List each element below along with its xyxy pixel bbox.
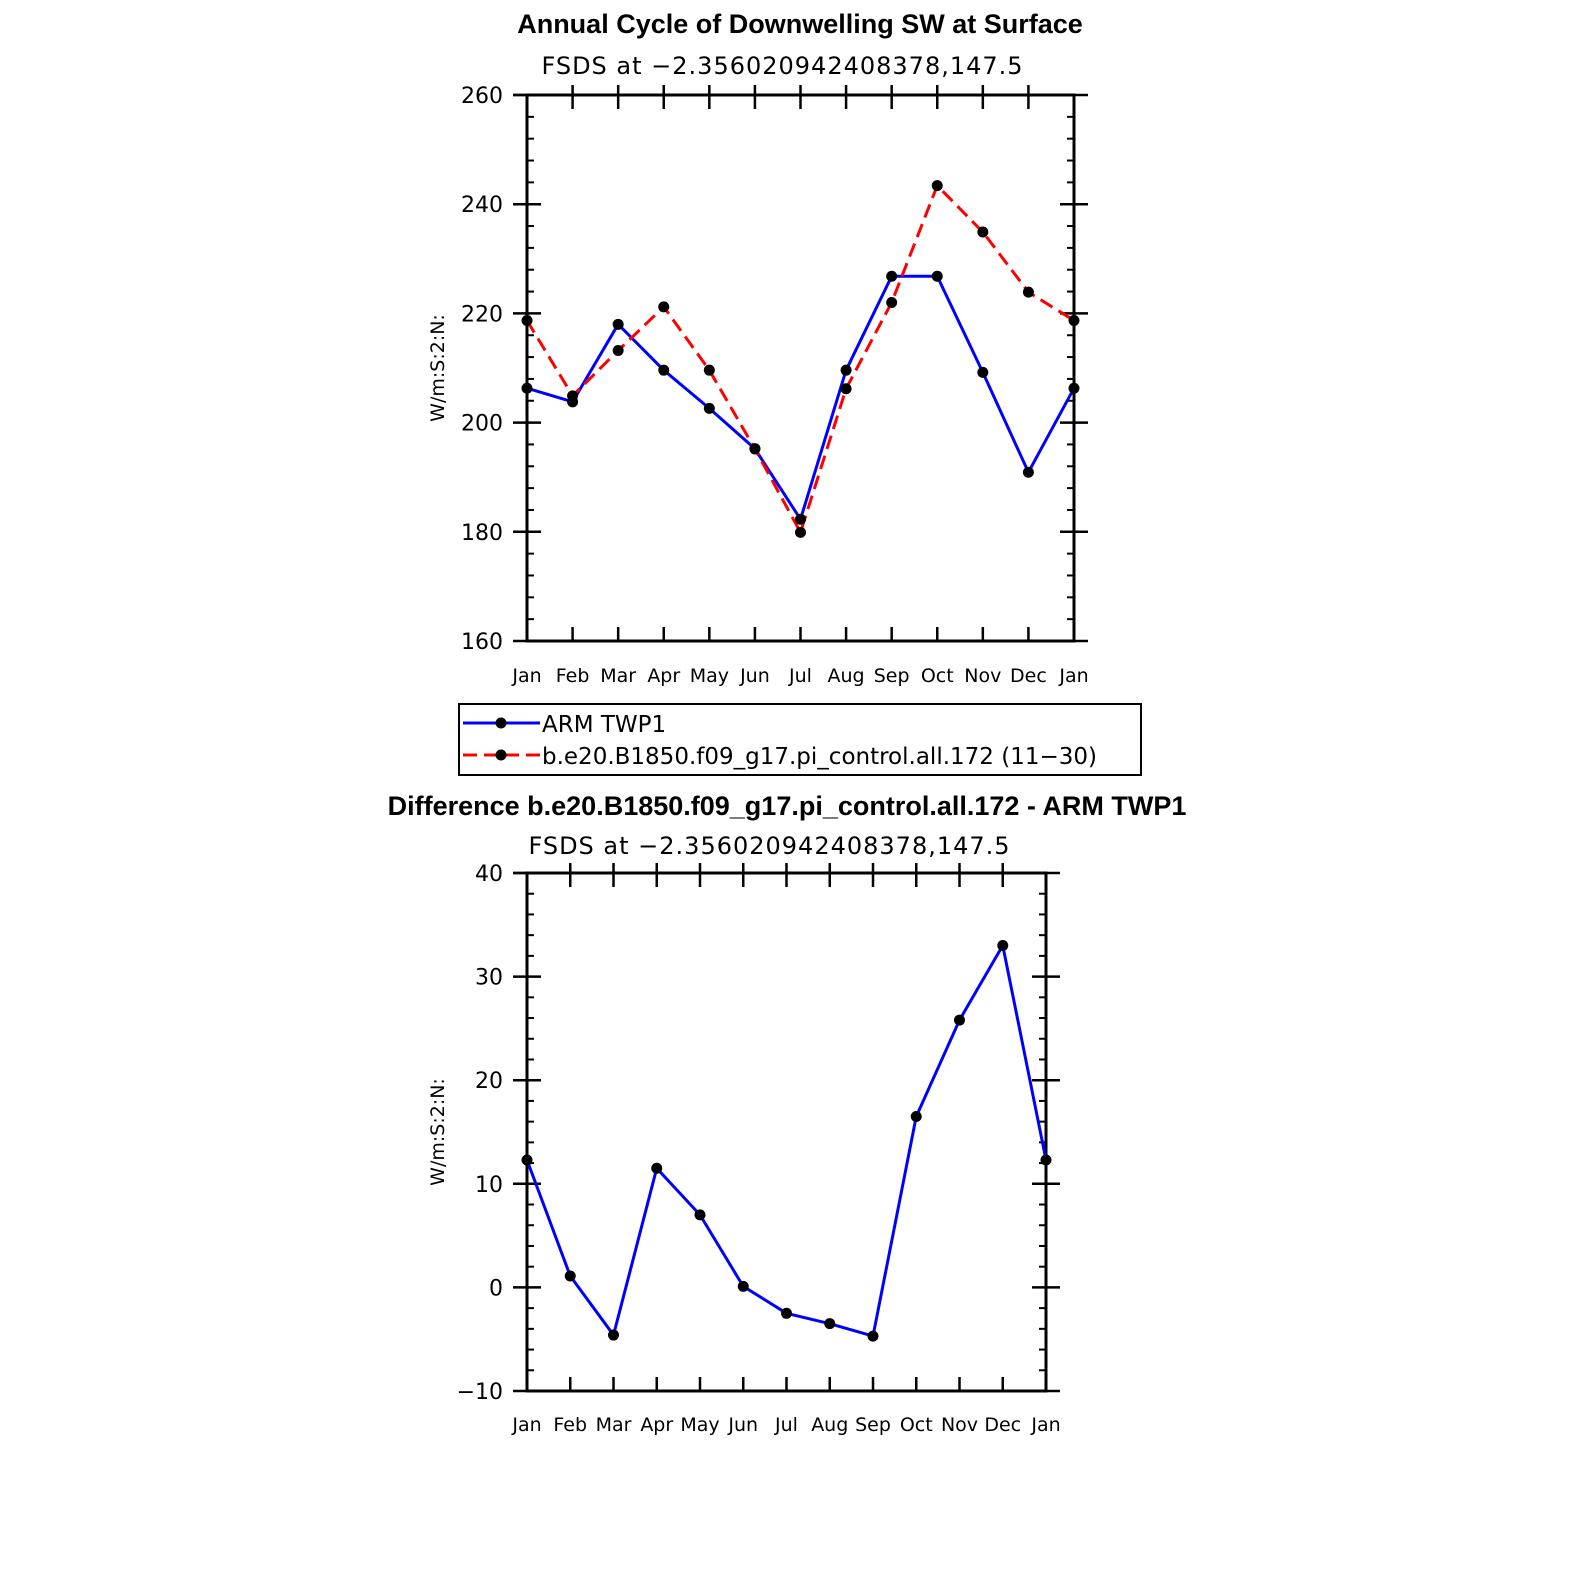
y-tick-label: 30: [475, 965, 503, 991]
x-tick-label: May: [689, 665, 729, 687]
x-tick-label: Jan: [1059, 665, 1089, 687]
data-point: [841, 383, 852, 394]
data-point: [1069, 315, 1080, 326]
legend: [459, 704, 1141, 775]
y-axis-label: W/m:S:2:N:: [427, 314, 449, 422]
y-tick-label: −10: [456, 1380, 503, 1405]
data-point: [522, 1154, 533, 1165]
x-tick-label: Dec: [984, 1414, 1022, 1436]
chart-title: Difference b.e20.B1850.f09_g17.pi_control.all.172 - ARM TWP1: [387, 791, 1187, 821]
data-point: [824, 1318, 835, 1329]
x-tick-label: Mar: [595, 1414, 632, 1436]
data-point: [613, 319, 624, 330]
data-point: [1023, 287, 1034, 298]
x-tick-label: Apr: [647, 665, 681, 687]
data-point: [567, 390, 578, 401]
legend-marker: [496, 750, 507, 761]
data-point: [795, 514, 806, 525]
y-tick-label: 220: [461, 302, 503, 328]
data-point: [841, 365, 852, 376]
data-point: [522, 315, 533, 326]
data-point: [886, 297, 897, 308]
series-line-0: [527, 276, 1074, 519]
data-point: [608, 1330, 619, 1341]
data-point: [1069, 383, 1080, 394]
data-point: [738, 1281, 749, 1292]
y-tick-label: 40: [475, 862, 503, 887]
series-line-1: [527, 186, 1074, 533]
y-tick-label: 260: [461, 84, 503, 109]
chart-annual-cycle: [427, 9, 1089, 687]
data-point: [932, 180, 943, 191]
chart-difference: [388, 791, 1187, 1436]
data-point: [613, 345, 624, 356]
data-point: [977, 227, 988, 238]
data-point: [781, 1308, 792, 1319]
y-tick-label: 200: [461, 411, 503, 437]
x-tick-label: Apr: [640, 1414, 674, 1436]
x-tick-label: Sep: [855, 1414, 891, 1436]
y-tick-label: 160: [461, 630, 503, 655]
y-axis-label: W/m:S:2:N:: [427, 1078, 449, 1186]
y-tick-label: 240: [461, 193, 503, 219]
data-point: [749, 443, 760, 454]
y-tick-label: 180: [461, 520, 503, 546]
data-point: [1023, 467, 1034, 478]
x-tick-label: Aug: [811, 1414, 849, 1436]
chart-subtitle: FSDS at −2.356020942408378,147.5: [528, 832, 1011, 860]
data-point: [977, 367, 988, 378]
x-tick-label: Jan: [512, 665, 542, 687]
x-tick-label: Jan: [512, 1414, 542, 1436]
x-tick-label: Feb: [555, 665, 590, 687]
x-tick-label: Jun: [740, 665, 770, 687]
x-tick-label: Nov: [964, 665, 1002, 687]
data-point: [911, 1111, 922, 1122]
y-tick-label: 20: [475, 1069, 503, 1095]
data-point: [695, 1209, 706, 1220]
y-tick-label: 10: [475, 1172, 503, 1198]
data-point: [932, 271, 943, 282]
x-tick-label: Oct: [899, 1414, 933, 1436]
x-tick-label: Oct: [920, 665, 954, 687]
data-point: [868, 1331, 879, 1342]
legend-marker: [496, 718, 507, 729]
data-point: [954, 1015, 965, 1026]
x-tick-label: Feb: [553, 1414, 588, 1436]
x-tick-label: May: [680, 1414, 720, 1436]
chart-title: Annual Cycle of Downwelling SW at Surface: [517, 9, 1083, 39]
data-point: [886, 271, 897, 282]
x-tick-label: Jun: [728, 1414, 759, 1436]
x-tick-label: Jul: [775, 1414, 798, 1436]
data-point: [1041, 1154, 1052, 1165]
x-tick-label: Jul: [789, 665, 812, 687]
x-tick-label: Aug: [827, 665, 865, 687]
legend-label: b.e20.B1850.f09_g17.pi_control.all.172 (11−30): [542, 744, 1097, 770]
x-tick-label: Mar: [600, 665, 637, 687]
legend-label: ARM TWP1: [542, 712, 667, 738]
x-tick-label: Dec: [1010, 665, 1047, 687]
data-point: [522, 383, 533, 394]
data-point: [795, 527, 806, 538]
x-tick-label: Nov: [940, 1414, 979, 1436]
data-point: [997, 940, 1008, 951]
data-point: [704, 365, 715, 376]
chart-subtitle: FSDS at −2.356020942408378,147.5: [541, 52, 1024, 80]
series-line-0: [527, 946, 1046, 1337]
data-point: [565, 1271, 576, 1282]
y-tick-label: 0: [489, 1276, 503, 1302]
data-point: [658, 365, 669, 376]
data-point: [658, 301, 669, 312]
x-tick-label: Sep: [873, 665, 910, 687]
x-tick-label: Jan: [1031, 1414, 1061, 1436]
data-point: [651, 1163, 662, 1174]
data-point: [704, 403, 715, 414]
plot-frame: [527, 95, 1074, 641]
